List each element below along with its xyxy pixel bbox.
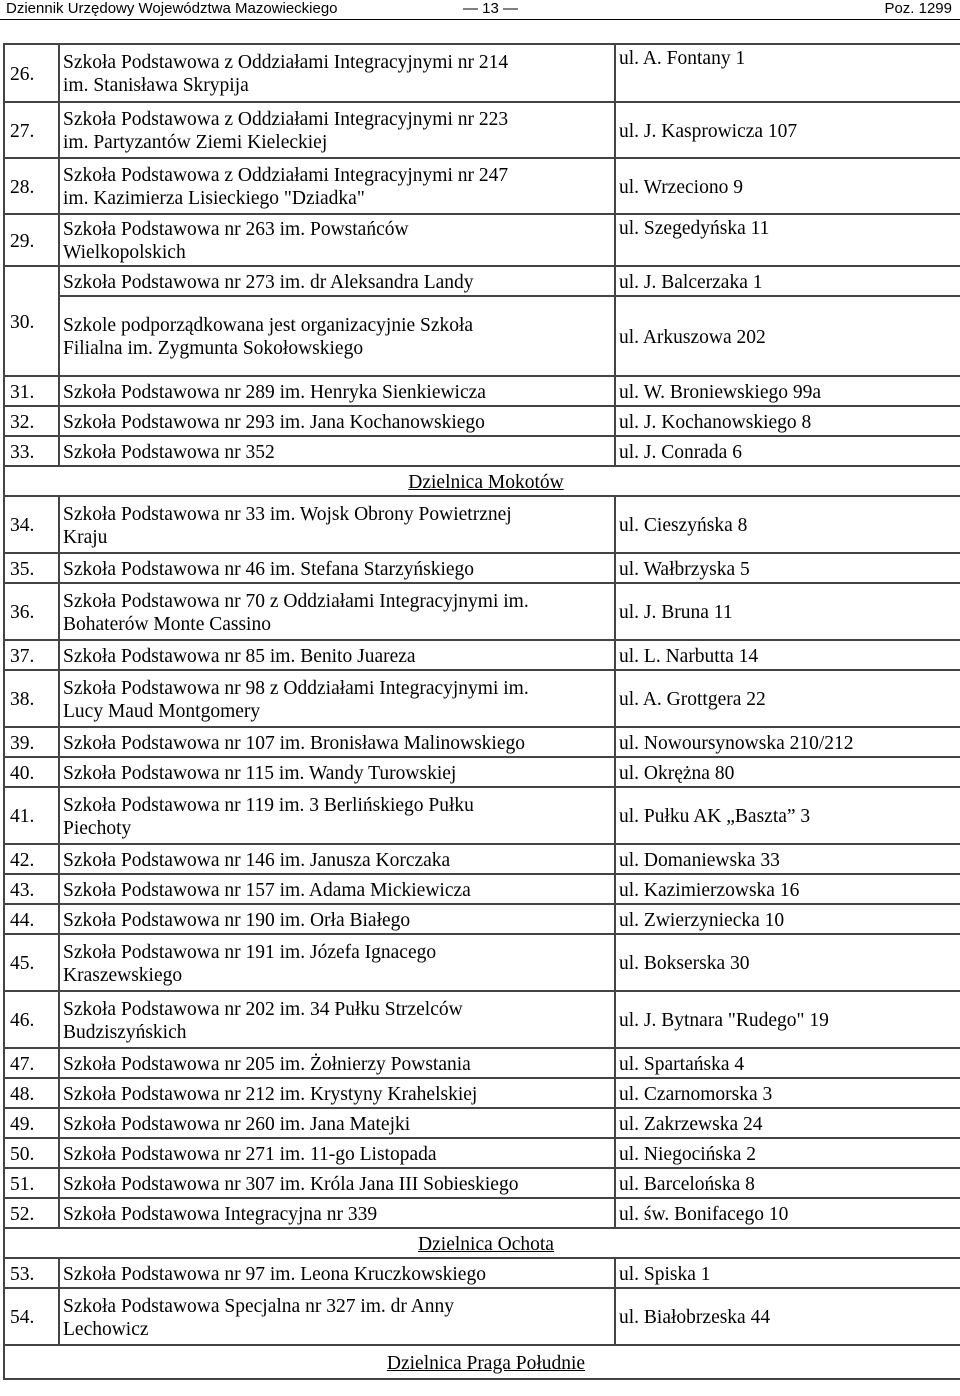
- school-address: ul. Czarnomorska 3: [615, 1078, 960, 1108]
- table-row: [4, 436, 960, 466]
- school-name: [59, 640, 615, 670]
- school-address: ul. Niegocińska 2: [615, 1138, 960, 1168]
- school-name-line: Szkole podporządkowana jest organizacyjnie Szkoła: [63, 315, 474, 336]
- school-name-line: Szkoła Podstawowa nr 212 im. Krystyny Krahelskiej: [63, 1083, 478, 1105]
- school-name: [59, 1048, 615, 1078]
- school-name-line: Szkoła Podstawowa nr 263 im. Powstańców: [63, 219, 409, 240]
- table-row: [4, 266, 960, 296]
- row-number: 32.: [4, 406, 59, 436]
- school-name: [59, 296, 615, 376]
- school-name: [59, 1258, 615, 1288]
- table-row: [4, 1138, 960, 1168]
- table-row: [4, 583, 960, 640]
- table-row: [4, 296, 960, 376]
- table-row: [4, 787, 960, 844]
- row-number: 52.: [4, 1198, 59, 1228]
- school-address: ul. L. Narbutta 14: [615, 640, 960, 670]
- row-number: 31.: [4, 376, 59, 406]
- school-name: [59, 1168, 615, 1198]
- school-name-line: Bohaterów Monte Cassino: [63, 613, 271, 635]
- row-number: 43.: [4, 874, 59, 904]
- school-name-line: Szkoła Podstawowa nr 119 im. 3 Berlińskiego Pułku: [63, 794, 474, 816]
- section-row: [4, 1345, 960, 1379]
- row-number: 53.: [4, 1258, 59, 1288]
- school-name-line: Szkoła Podstawowa nr 202 im. 34 Pułku Strzelców: [63, 998, 463, 1020]
- row-number: 26.: [4, 44, 59, 102]
- table-row: [4, 757, 960, 787]
- school-name: [59, 991, 615, 1048]
- row-number: 39.: [4, 727, 59, 757]
- row-number: 45.: [4, 934, 59, 991]
- school-name-line: Szkoła Podstawowa nr 157 im. Adama Mickiewicza: [63, 879, 471, 901]
- schools-table: [3, 43, 960, 1380]
- section-heading-label: Dzielnica Ochota: [418, 1233, 554, 1255]
- row-number: 49.: [4, 1108, 59, 1138]
- section-row: [4, 1228, 960, 1258]
- school-name: [59, 1138, 615, 1168]
- school-address: ul. Zakrzewska 24: [615, 1108, 960, 1138]
- school-name-line: Szkoła Podstawowa nr 146 im. Janusza Korczaka: [63, 849, 451, 871]
- row-number: 51.: [4, 1168, 59, 1198]
- school-name-line: Szkoła Podstawowa Specjalna nr 327 im. dr Anny: [63, 1295, 455, 1317]
- table-row: [4, 1198, 960, 1228]
- school-name: [59, 874, 615, 904]
- school-name-line: im. Kazimierza Lisieckiego "Dziadka": [63, 188, 365, 209]
- section-heading: [4, 1345, 960, 1379]
- school-name-line: Szkoła Podstawowa nr 352: [63, 441, 275, 463]
- row-number: 30.: [4, 266, 59, 376]
- school-name-line: Szkoła Podstawowa nr 97 im. Leona Kruczkowskiego: [63, 1263, 486, 1285]
- row-number: 50.: [4, 1138, 59, 1168]
- school-address: ul. J. Kasprowicza 107: [615, 102, 960, 158]
- school-name: [59, 757, 615, 787]
- school-name-line: Szkoła Podstawowa nr 273 im. dr Aleksandra Landy: [63, 271, 474, 293]
- row-number: 42.: [4, 844, 59, 874]
- section-heading-label: Dzielnica Mokotów: [408, 471, 564, 493]
- table-row: [4, 991, 960, 1048]
- school-name-line: Szkoła Podstawowa nr 85 im. Benito Juareza: [63, 645, 416, 667]
- row-number: 40.: [4, 757, 59, 787]
- school-name-line: Szkoła Podstawowa nr 191 im. Józefa Ignacego: [63, 941, 437, 963]
- table-row: [4, 904, 960, 934]
- school-name: [59, 553, 615, 583]
- school-address: ul. Szegedyńska 11: [615, 214, 960, 266]
- table-row: [4, 1258, 960, 1288]
- school-name-line: Szkoła Podstawowa nr 190 im. Orła Białego: [63, 909, 411, 931]
- school-name: [59, 583, 615, 640]
- school-name: [59, 904, 615, 934]
- school-name: [59, 406, 615, 436]
- school-name: [59, 266, 615, 296]
- school-address: ul. W. Broniewskiego 99a: [615, 376, 960, 406]
- row-number: 27.: [4, 102, 59, 158]
- table-row: [4, 496, 960, 553]
- table-row: [4, 376, 960, 406]
- school-name-line: im. Stanisława Skrypija: [63, 75, 249, 96]
- table-row: [4, 934, 960, 991]
- row-number: 54.: [4, 1288, 59, 1345]
- row-number: 28.: [4, 158, 59, 214]
- page-number: — 13 —: [463, 0, 519, 17]
- school-name: [59, 1108, 615, 1138]
- school-address: ul. Nowoursynowska 210/212: [615, 727, 960, 757]
- row-number: 46.: [4, 991, 59, 1048]
- row-number: 37.: [4, 640, 59, 670]
- row-number: 44.: [4, 904, 59, 934]
- school-name: [59, 670, 615, 727]
- school-address: ul. Spiska 1: [615, 1258, 960, 1288]
- school-name: [59, 844, 615, 874]
- section-heading: [4, 466, 960, 496]
- table-row: [4, 1048, 960, 1078]
- row-number: 38.: [4, 670, 59, 727]
- row-number: 36.: [4, 583, 59, 640]
- school-name-line: Filialna im. Zygmunta Sokołowskiego: [63, 338, 364, 359]
- school-name-line: Wielkopolskich: [63, 242, 186, 263]
- school-address: ul. Domaniewska 33: [615, 844, 960, 874]
- school-address: ul. Zwierzyniecka 10: [615, 904, 960, 934]
- school-address: ul. Arkuszowa 202: [615, 296, 960, 376]
- row-number: 33.: [4, 436, 59, 466]
- page-header: [0, 0, 960, 22]
- table-row: [4, 1108, 960, 1138]
- school-name-line: Szkoła Podstawowa Integracyjna nr 339: [63, 1203, 378, 1225]
- school-address: ul. Okrężna 80: [615, 757, 960, 787]
- school-name: [59, 1288, 615, 1345]
- table-row: [4, 44, 960, 102]
- table-row: [4, 1168, 960, 1198]
- table-row: [4, 406, 960, 436]
- section-row: [4, 466, 960, 496]
- school-address: ul. Wałbrzyska 5: [615, 553, 960, 583]
- row-number: 35.: [4, 553, 59, 583]
- school-name-line: Szkoła Podstawowa z Oddziałami Integracyjnymi nr 223: [63, 109, 509, 130]
- table-row: [4, 1288, 960, 1345]
- school-name: [59, 787, 615, 844]
- school-address: ul. Kazimierzowska 16: [615, 874, 960, 904]
- school-name-line: Kraszewskiego: [63, 964, 183, 986]
- school-name-line: Szkoła Podstawowa z Oddziałami Integracyjnymi nr 214: [63, 52, 509, 73]
- school-name-line: Budziszyńskich: [63, 1021, 187, 1043]
- school-address: ul. Barcelońska 8: [615, 1168, 960, 1198]
- school-address: ul. J. Balcerzaka 1: [615, 266, 960, 296]
- table-row: [4, 1078, 960, 1108]
- school-address: ul. J. Bytnara "Rudego" 19: [615, 991, 960, 1048]
- school-name-line: Szkoła Podstawowa nr 289 im. Henryka Sienkiewicza: [63, 381, 486, 403]
- school-address: ul. J. Kochanowskiego 8: [615, 406, 960, 436]
- school-name-line: Szkoła Podstawowa nr 271 im. 11-go Listopada: [63, 1143, 437, 1165]
- school-name: [59, 1198, 615, 1228]
- header-rule: [0, 19, 960, 20]
- school-name: [59, 376, 615, 406]
- school-address: ul. A. Fontany 1: [615, 44, 960, 102]
- school-name-line: Szkoła Podstawowa nr 107 im. Bronisława Malinowskiego: [63, 732, 525, 754]
- school-name-line: im. Partyzantów Ziemi Kieleckiej: [63, 132, 328, 153]
- table-row: [4, 844, 960, 874]
- table-row: [4, 553, 960, 583]
- school-name-line: Szkoła Podstawowa z Oddziałami Integracyjnymi nr 247: [63, 165, 509, 186]
- school-address: ul. Wrzeciono 9: [615, 158, 960, 214]
- school-name: [59, 436, 615, 466]
- row-number: 34.: [4, 496, 59, 553]
- school-address: ul. J. Conrada 6: [615, 436, 960, 466]
- school-address: ul. J. Bruna 11: [615, 583, 960, 640]
- school-name: [59, 496, 615, 553]
- school-name-line: Szkoła Podstawowa nr 205 im. Żołnierzy Powstania: [63, 1053, 471, 1075]
- row-number: 29.: [4, 214, 59, 266]
- school-name: [59, 102, 615, 158]
- row-number: 47.: [4, 1048, 59, 1078]
- school-name-line: Szkoła Podstawowa nr 115 im. Wandy Turowskiej: [63, 762, 457, 784]
- school-name-line: Szkoła Podstawowa nr 98 z Oddziałami Integracyjnymi im.: [63, 677, 529, 699]
- table-row: [4, 214, 960, 266]
- table-row: [4, 727, 960, 757]
- school-address: ul. Bokserska 30: [615, 934, 960, 991]
- journal-title: Dziennik Urzędowy Województwa Mazowieckiego: [6, 0, 338, 17]
- school-name: [59, 158, 615, 214]
- table-row: [4, 102, 960, 158]
- school-name-line: Szkoła Podstawowa nr 46 im. Stefana Starzyńskiego: [63, 558, 475, 580]
- school-name-line: Szkoła Podstawowa nr 307 im. Króla Jana III Sobieskiego: [63, 1173, 519, 1195]
- school-name-line: Szkoła Podstawowa nr 70 z Oddziałami Integracyjnymi im.: [63, 590, 529, 612]
- position-number: Poz. 1299: [884, 0, 952, 17]
- school-address: ul. Pułku AK „Baszta” 3: [615, 787, 960, 844]
- school-name-line: Szkoła Podstawowa nr 33 im. Wojsk Obrony Powietrznej: [63, 503, 512, 525]
- section-heading-label: Dzielnica Praga Południe: [386, 1352, 586, 1374]
- section-heading: [4, 1228, 960, 1258]
- school-name-line: Szkoła Podstawowa nr 260 im. Jana Matejki: [63, 1113, 411, 1135]
- school-address: ul. A. Grottgera 22: [615, 670, 960, 727]
- schools-table-body: [4, 44, 960, 1379]
- table-row: [4, 670, 960, 727]
- school-name: [59, 214, 615, 266]
- school-address: ul. Spartańska 4: [615, 1048, 960, 1078]
- school-address: ul. Cieszyńska 8: [615, 496, 960, 553]
- school-name: [59, 934, 615, 991]
- school-name: [59, 44, 615, 102]
- school-name: [59, 1078, 615, 1108]
- school-address: ul. św. Bonifacego 10: [615, 1198, 960, 1228]
- school-name: [59, 727, 615, 757]
- school-name-line: Szkoła Podstawowa nr 293 im. Jana Kochanowskiego: [63, 411, 485, 433]
- row-number: 41.: [4, 787, 59, 844]
- row-number: 48.: [4, 1078, 59, 1108]
- school-name-line: Lechowicz: [63, 1318, 149, 1340]
- table-row: [4, 158, 960, 214]
- school-name-line: Lucy Maud Montgomery: [63, 700, 261, 722]
- school-name-line: Kraju: [63, 526, 108, 548]
- school-name-line: Piechoty: [63, 817, 132, 839]
- table-row: [4, 640, 960, 670]
- school-address: ul. Białobrzeska 44: [615, 1288, 960, 1345]
- table-row: [4, 874, 960, 904]
